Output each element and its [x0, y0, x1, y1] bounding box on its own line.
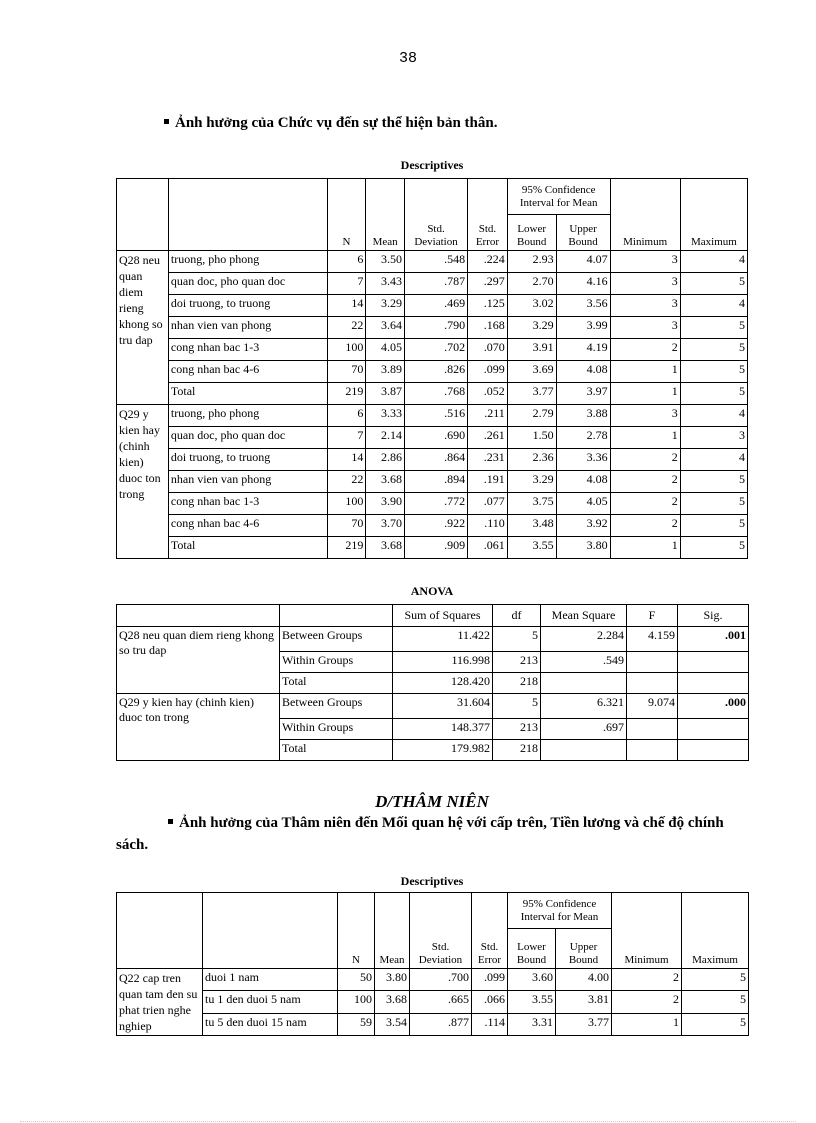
- table-cell: 3.69: [507, 361, 556, 383]
- table-cell: 70: [327, 361, 366, 383]
- table-cell: 3.48: [507, 515, 556, 537]
- table-cell: .702: [404, 339, 467, 361]
- table-cell: [678, 673, 749, 694]
- row-category: duoi 1 nam: [203, 969, 338, 991]
- row-category: cong nhan bac 4-6: [168, 361, 327, 383]
- table-cell: .061: [468, 537, 508, 559]
- row-category: nhan vien van phong: [168, 471, 327, 493]
- table-cell: 5: [680, 493, 747, 515]
- header-blank: [117, 605, 280, 627]
- header-col: Sum of Squares: [393, 605, 493, 627]
- row-category: doi truong, to truong: [168, 295, 327, 317]
- table-row: [117, 1013, 749, 1035]
- table-cell: 3.80: [556, 537, 610, 559]
- table-cell: .516: [404, 405, 467, 427]
- table-cell: 218: [493, 740, 541, 761]
- table-cell: 2: [610, 515, 680, 537]
- table-cell: 4.05: [556, 493, 610, 515]
- table-row: [117, 361, 748, 383]
- table-row: [117, 251, 748, 273]
- table-cell: 4.08: [556, 361, 610, 383]
- header-row: [117, 893, 749, 929]
- table-cell: 7: [327, 427, 366, 449]
- table-cell: .690: [404, 427, 467, 449]
- table-cell: 2.93: [507, 251, 556, 273]
- header-col: Std. Deviation: [410, 893, 472, 969]
- header-col: Minimum: [612, 893, 682, 969]
- table-cell: .469: [404, 295, 467, 317]
- table-cell: 4.05: [366, 339, 405, 361]
- descriptives-caption-2: Descriptives: [400, 874, 464, 888]
- table-cell: .549: [541, 652, 627, 673]
- table-cell: 2: [612, 969, 682, 991]
- table-cell: [678, 740, 749, 761]
- table-row: [117, 694, 749, 719]
- table-cell: 5: [493, 627, 541, 652]
- table-cell: 3: [610, 295, 680, 317]
- header-col: Upper Bound: [556, 929, 612, 969]
- header-col: Std. Error: [468, 179, 508, 251]
- header-col: Sig.: [678, 605, 749, 627]
- table-cell: 31.604: [393, 694, 493, 719]
- table-cell: 4: [680, 449, 747, 471]
- row-category: Total: [168, 537, 327, 559]
- table-cell: 6: [327, 405, 366, 427]
- table-cell: .700: [410, 969, 472, 991]
- table-cell: [678, 719, 749, 740]
- table-cell: 100: [338, 991, 375, 1013]
- header-col: Maximum: [682, 893, 749, 969]
- table-cell: 5: [680, 515, 747, 537]
- row-category: cong nhan bac 1-3: [168, 493, 327, 515]
- row-category: nhan vien van phong: [168, 317, 327, 339]
- table-cell: .114: [472, 1013, 508, 1035]
- row-category: Total: [280, 673, 393, 694]
- table-cell: 50: [338, 969, 375, 991]
- table-cell: 5: [680, 383, 747, 405]
- table-cell: 3.55: [508, 991, 556, 1013]
- header-col: Minimum: [610, 179, 680, 251]
- table-cell: 3.89: [366, 361, 405, 383]
- table-cell: .297: [468, 273, 508, 295]
- table-cell: 3.70: [366, 515, 405, 537]
- table-cell: .231: [468, 449, 508, 471]
- heading-text: Ảnh hưởng của Chức vụ đến sự thể hiện bản thân.: [175, 115, 498, 131]
- row-category: quan doc, pho quan doc: [168, 273, 327, 295]
- table-cell: .168: [468, 317, 508, 339]
- table-cell: 14: [327, 295, 366, 317]
- table-cell: 4.19: [556, 339, 610, 361]
- table-cell: .052: [468, 383, 508, 405]
- table-cell: 3.43: [366, 273, 405, 295]
- table-cell: 4: [680, 295, 747, 317]
- anova-caption: ANOVA: [410, 584, 454, 598]
- table-cell: 3.68: [366, 537, 405, 559]
- table-cell: 219: [327, 537, 366, 559]
- table-cell: 14: [327, 449, 366, 471]
- table-row: [117, 449, 748, 471]
- table-cell: .864: [404, 449, 467, 471]
- table-cell: [627, 719, 678, 740]
- table-row: [117, 295, 748, 317]
- descriptives-caption-1: Descriptives: [400, 158, 464, 172]
- table-cell: 4.00: [556, 969, 612, 991]
- page-number: 38: [398, 50, 417, 67]
- table-cell: .070: [468, 339, 508, 361]
- table-row: [117, 317, 748, 339]
- table-cell: 3.77: [507, 383, 556, 405]
- table-cell: 4.08: [556, 471, 610, 493]
- table-cell: 3.56: [556, 295, 610, 317]
- table-cell: .099: [468, 361, 508, 383]
- table-cell: 3.36: [556, 449, 610, 471]
- table-cell: [627, 652, 678, 673]
- table-row: [117, 273, 748, 295]
- header-row: [117, 605, 749, 627]
- row-category: truong, pho phong: [168, 405, 327, 427]
- table-cell: 7: [327, 273, 366, 295]
- row-category: Between Groups: [280, 694, 393, 719]
- table-cell: 3.91: [507, 339, 556, 361]
- section-title: D/THÂM NIÊN: [375, 792, 489, 811]
- table-cell: 1: [610, 361, 680, 383]
- table-cell: 59: [338, 1013, 375, 1035]
- table-cell: .191: [468, 471, 508, 493]
- table-cell: 2: [610, 493, 680, 515]
- table-cell: [627, 673, 678, 694]
- header-col: df: [493, 605, 541, 627]
- table-cell: [678, 652, 749, 673]
- table-cell: 116.998: [393, 652, 493, 673]
- table-cell: .000: [678, 694, 749, 719]
- header-col: Std. Deviation: [404, 179, 467, 251]
- table-cell: 5: [493, 694, 541, 719]
- descriptives-table-1: [116, 178, 748, 559]
- table-cell: 2: [612, 991, 682, 1013]
- table-cell: 179.982: [393, 740, 493, 761]
- row-group-label: Q22 cap tren quan tam den su phat trien nghe nghiep: [117, 969, 203, 1036]
- table-cell: 4: [680, 405, 747, 427]
- table-cell: 3.87: [366, 383, 405, 405]
- table-cell: 22: [327, 471, 366, 493]
- table-cell: 2.36: [507, 449, 556, 471]
- row-group-label: Q29 y kien hay (chinh kien) duoc ton trong: [117, 694, 280, 761]
- table-cell: 2.14: [366, 427, 405, 449]
- table-cell: 3.92: [556, 515, 610, 537]
- table-cell: 3: [610, 317, 680, 339]
- bullet-icon: [168, 819, 173, 824]
- table-cell: 5: [682, 1013, 749, 1035]
- table-cell: 1.50: [507, 427, 556, 449]
- table-cell: 1: [610, 537, 680, 559]
- table-row: [117, 515, 748, 537]
- table-cell: 1: [612, 1013, 682, 1035]
- table-cell: 3.54: [375, 1013, 410, 1035]
- header-col: N: [327, 179, 366, 251]
- table-cell: 2: [610, 339, 680, 361]
- header-col: N: [338, 893, 375, 969]
- table-cell: 22: [327, 317, 366, 339]
- table-row: [117, 427, 748, 449]
- table-cell: 4.07: [556, 251, 610, 273]
- header-blank: [117, 179, 169, 251]
- table-cell: 3.75: [507, 493, 556, 515]
- table-cell: .826: [404, 361, 467, 383]
- header-blank: [117, 893, 203, 969]
- table-cell: 6: [327, 251, 366, 273]
- table-cell: 3: [610, 405, 680, 427]
- table-cell: .066: [472, 991, 508, 1013]
- header-col: Lower Bound: [507, 215, 556, 251]
- row-group-label: Q29 y kien hay (chinh kien) duoc ton trong: [117, 405, 169, 559]
- table-row: [117, 405, 748, 427]
- table-cell: 3.68: [375, 991, 410, 1013]
- table-row: [117, 627, 749, 652]
- row-category: tu 5 den duoi 15 nam: [203, 1013, 338, 1035]
- table-cell: 5: [680, 339, 747, 361]
- table-cell: 2.79: [507, 405, 556, 427]
- table-cell: [541, 673, 627, 694]
- row-category: Within Groups: [280, 652, 393, 673]
- table-cell: 2.86: [366, 449, 405, 471]
- heading-position-effect: [164, 115, 498, 132]
- table-cell: 11.422: [393, 627, 493, 652]
- header-row: [117, 179, 748, 215]
- table-cell: 5: [680, 471, 747, 493]
- row-category: tu 1 den duoi 5 nam: [203, 991, 338, 1013]
- table-cell: 2.70: [507, 273, 556, 295]
- table-cell: .772: [404, 493, 467, 515]
- table-cell: 1: [610, 427, 680, 449]
- table-cell: 3: [610, 251, 680, 273]
- table-cell: .548: [404, 251, 467, 273]
- table-cell: [627, 740, 678, 761]
- header-blank: [168, 179, 327, 251]
- table-cell: 3.90: [366, 493, 405, 515]
- table-row: [117, 969, 749, 991]
- heading-text: Ảnh hưởng của Thâm niên đến Mối quan hệ với cấp trên, Tiền lương và chế độ chính sách.: [116, 815, 724, 853]
- table-cell: .261: [468, 427, 508, 449]
- table-row: [117, 537, 748, 559]
- header-col: Mean: [375, 893, 410, 969]
- heading-seniority-effect: [116, 812, 748, 856]
- header-col: F: [627, 605, 678, 627]
- table-row: [117, 471, 748, 493]
- anova-table: [116, 604, 749, 761]
- table-cell: .665: [410, 991, 472, 1013]
- table-cell: 3.81: [556, 991, 612, 1013]
- table-cell: 3.31: [508, 1013, 556, 1035]
- table-cell: .790: [404, 317, 467, 339]
- header-blank: [203, 893, 338, 969]
- table-cell: 2: [610, 471, 680, 493]
- table-cell: 3.29: [507, 471, 556, 493]
- table-cell: 3: [610, 273, 680, 295]
- table-cell: 5: [680, 273, 747, 295]
- table-cell: 213: [493, 652, 541, 673]
- table-cell: .125: [468, 295, 508, 317]
- table-cell: 9.074: [627, 694, 678, 719]
- header-col: Std. Error: [472, 893, 508, 969]
- row-category: doi truong, to truong: [168, 449, 327, 471]
- table-cell: 3.64: [366, 317, 405, 339]
- row-category: quan doc, pho quan doc: [168, 427, 327, 449]
- table-cell: 3.33: [366, 405, 405, 427]
- table-cell: 5: [682, 969, 749, 991]
- header-col: Mean: [366, 179, 405, 251]
- table-cell: 3.29: [507, 317, 556, 339]
- table-cell: 5: [680, 317, 747, 339]
- row-category: Between Groups: [280, 627, 393, 652]
- table-cell: 4: [680, 251, 747, 273]
- row-category: Total: [168, 383, 327, 405]
- table-cell: 2.284: [541, 627, 627, 652]
- table-row: [117, 991, 749, 1013]
- descriptives-table-2: [116, 892, 749, 1036]
- row-category: cong nhan bac 1-3: [168, 339, 327, 361]
- table-cell: 4.159: [627, 627, 678, 652]
- table-cell: 100: [327, 339, 366, 361]
- header-col: Lower Bound: [508, 929, 556, 969]
- table-cell: .110: [468, 515, 508, 537]
- table-cell: 3.02: [507, 295, 556, 317]
- table-cell: 3: [680, 427, 747, 449]
- table-cell: 3.97: [556, 383, 610, 405]
- table-cell: 70: [327, 515, 366, 537]
- table-cell: 6.321: [541, 694, 627, 719]
- table-cell: 2.78: [556, 427, 610, 449]
- row-group-label: Q28 neu quan diem rieng khong so tru dap: [117, 627, 280, 694]
- table-cell: 3.50: [366, 251, 405, 273]
- table-cell: 3.29: [366, 295, 405, 317]
- header-col: Mean Square: [541, 605, 627, 627]
- table-cell: 1: [610, 383, 680, 405]
- table-cell: 218: [493, 673, 541, 694]
- table-cell: .894: [404, 471, 467, 493]
- header-col: Upper Bound: [556, 215, 610, 251]
- table-cell: 5: [682, 991, 749, 1013]
- row-group-label: Q28 neu quan diem rieng khong so tru dap: [117, 251, 169, 405]
- table-row: [117, 339, 748, 361]
- row-category: truong, pho phong: [168, 251, 327, 273]
- table-cell: 3.99: [556, 317, 610, 339]
- row-category: Total: [280, 740, 393, 761]
- table-cell: 213: [493, 719, 541, 740]
- header-blank: [280, 605, 393, 627]
- table-cell: 128.420: [393, 673, 493, 694]
- table-cell: .877: [410, 1013, 472, 1035]
- footer-divider: [20, 1121, 796, 1122]
- table-cell: 2: [610, 449, 680, 471]
- row-category: Within Groups: [280, 719, 393, 740]
- table-cell: .077: [468, 493, 508, 515]
- table-cell: .697: [541, 719, 627, 740]
- table-cell: .787: [404, 273, 467, 295]
- table-cell: 4.16: [556, 273, 610, 295]
- table-cell: 3.88: [556, 405, 610, 427]
- table-cell: 100: [327, 493, 366, 515]
- table-cell: .001: [678, 627, 749, 652]
- table-cell: .909: [404, 537, 467, 559]
- table-cell: 219: [327, 383, 366, 405]
- table-cell: [541, 740, 627, 761]
- header-ci: 95% Confidence Interval for Mean: [507, 179, 610, 215]
- header-ci: 95% Confidence Interval for Mean: [508, 893, 612, 929]
- row-category: cong nhan bac 4-6: [168, 515, 327, 537]
- table-cell: 3.68: [366, 471, 405, 493]
- table-row: [117, 383, 748, 405]
- table-cell: 5: [680, 537, 747, 559]
- bullet-icon: [164, 119, 169, 124]
- table-cell: .922: [404, 515, 467, 537]
- table-cell: .211: [468, 405, 508, 427]
- table-cell: 3.60: [508, 969, 556, 991]
- table-cell: .224: [468, 251, 508, 273]
- table-cell: .768: [404, 383, 467, 405]
- table-cell: 5: [680, 361, 747, 383]
- table-cell: 3.55: [507, 537, 556, 559]
- table-cell: 3.77: [556, 1013, 612, 1035]
- table-cell: 148.377: [393, 719, 493, 740]
- table-cell: 3.80: [375, 969, 410, 991]
- header-col: Maximum: [680, 179, 747, 251]
- table-cell: .099: [472, 969, 508, 991]
- table-row: [117, 493, 748, 515]
